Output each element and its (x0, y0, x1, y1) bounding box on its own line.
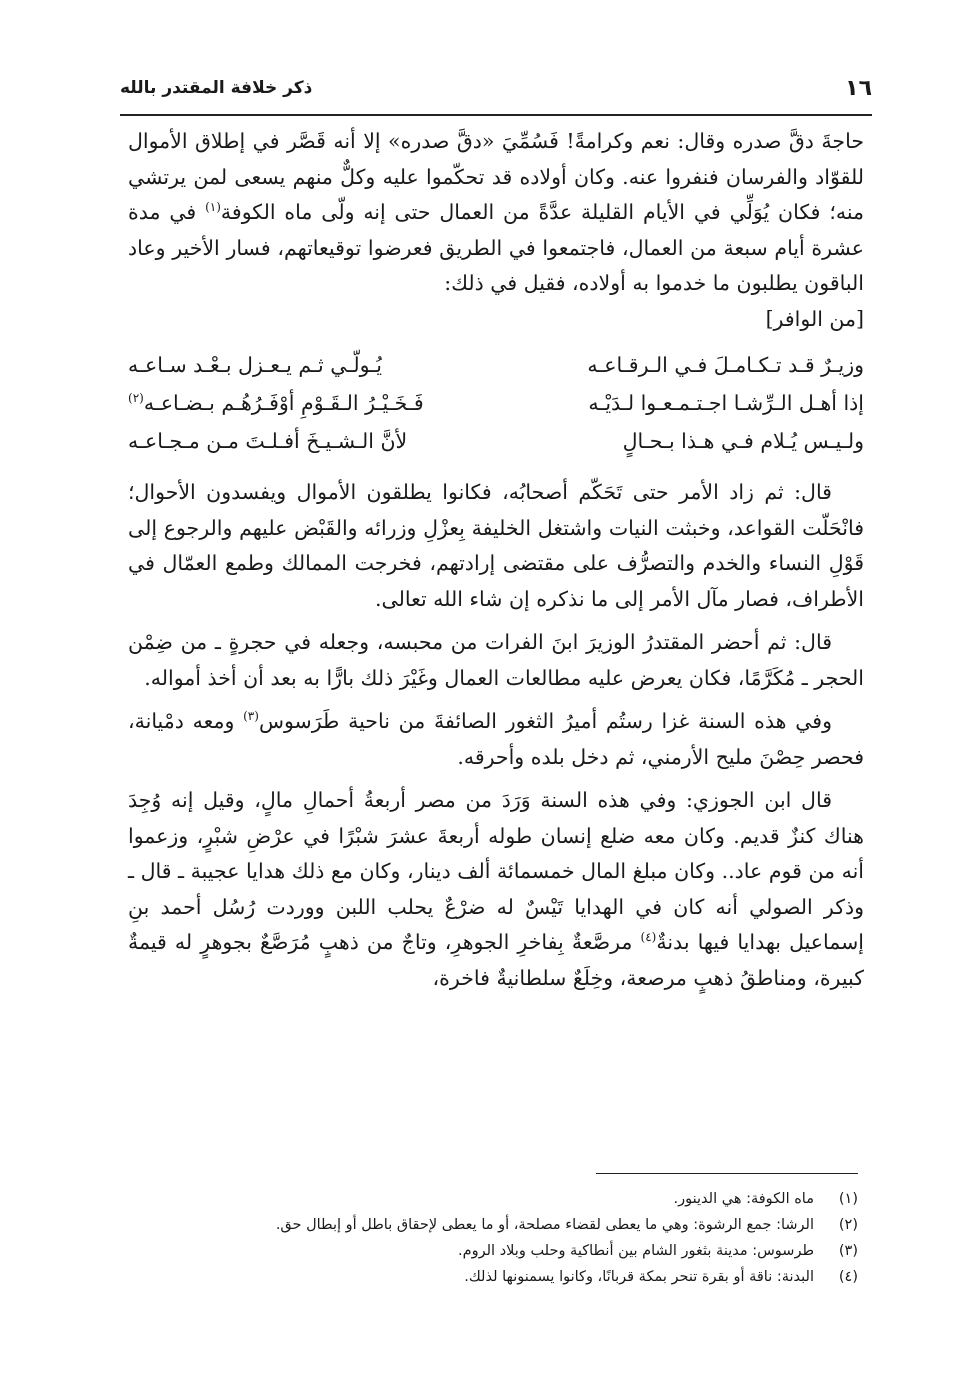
footnote (120, 1264, 858, 1290)
running-header (120, 74, 872, 116)
footnote (120, 1186, 858, 1212)
paragraph-1 (128, 124, 864, 302)
first-hemistich: وزيـرٌ قـد تـكـامـلَ فـي الـرقـاعـه (587, 353, 864, 378)
footnote-mark-4: (٤) (640, 930, 657, 945)
second-hemistich: يُـولّـي ثـم يـعـزل بـعْـد سـاعـه (128, 353, 382, 378)
first-hemistich: ولـيـس يُـلام فـي هـذا بـحـالٍ (622, 429, 864, 454)
text-line: حاجةَ دقَّ صدره وقال: نعم وكرامةً! فَسُمِّيَ «دقَّ صدره» إلا أنه قَصَّر في إطلاق (195, 129, 864, 153)
meter-label: [من الوافر] (765, 306, 864, 331)
poem (128, 347, 864, 461)
first-hemistich: إذا أهـل الـرِّشـا اجـتـمـعـوا لـدَيْـه (588, 391, 864, 416)
footnote-mark-3: (٣) (243, 709, 259, 724)
paragraph-2: قال: ثم زاد الأمر حتى تَحَكّم أصحابُه، فكانوا يطلقون الأموال ويفسدون الأحوال؛ فانْحَلّت القواعد، وخبثت النيات واشتغل الخليفة بِعزْلِ وزرائه والقَبْض عليهم والرجوع إلى قَوْلِ النساء والخدم والتصرُّف على مقتضى إرادتهم، فخرجت الممالك وطمع العمّال في الأطراف، فصار مآل الأمر إلى ما نذكره إن شاء الله تعالى. (128, 480, 864, 611)
footnote-mark-1: (١) (205, 200, 221, 215)
second-hemistich: لأنَّ الـشـيـخَ أفـلـتَ مـن مـجـاعـه (128, 429, 408, 454)
paragraph-5-text-b: مرصَّعةٌ بِفاخرِ الجوهرِ، وتاجٌ من ذهبٍ مُرَصَّعٌ بجوهرٍ له قيمةٌ كبيرة، ومناطقُ ذهبٍ مرصعة، وخِلَعٌ سلطانيةٌ فاخرة، (128, 930, 864, 990)
poem-verse (128, 385, 864, 423)
footnote-number: (٤) (838, 1269, 858, 1285)
text-line-start: الكوفة (220, 200, 276, 224)
poem-verse (128, 423, 864, 461)
footnote-separator (596, 1173, 858, 1174)
paragraph-4 (128, 704, 864, 775)
footnote-text: ماه الكوفة: هي الدينور. (673, 1191, 814, 1207)
paragraph-4-text-a: وفي هذه السنة غزا رستُم أميرُ الثغور الصائفةَ من ناحية طَرَسوس (258, 709, 832, 733)
text-line: لمن يرتشي منه؛ فكان يُوَلِّي في الأيام القليلة عدَّةً من العمال حتى إنه ولّى ماه (128, 164, 864, 224)
second-hemistich (128, 386, 448, 422)
footnote (120, 1212, 858, 1238)
running-title: ذكر خلافة المقتدر بالله (120, 78, 313, 98)
footnotes (120, 1186, 858, 1290)
paragraph-5-text-a: قال ابن الجوزي: وفي هذه السنة وَرَدَ من مصر أربعةُ أحمالِ مالٍ، وقيل إنه وُجِدَ هناك كنزٌ قديم. وكان معه ضلع إنسان طوله أربعةَ عشرَ شبْرًا في عرْضِ شبْرٍ، وزعموا أنه من قوم عاد.. وكان مبلغ المال خمسمائة ألف دينار، وكان مع ذلك هدايا عجيبة ـ قال ـ وذكر الصولي أنه كان في الهدايا تَيْسٌ له ضرْعٌ يحلب اللبن ووردت رُسُل أحمد بنِ إسماعيل بهدايا فيها بدنةٌ (128, 788, 864, 954)
main-text (128, 124, 864, 996)
footnote-number: (١) (838, 1191, 858, 1207)
paragraph-3: قال: ثم أحضر المقتدرُ الوزيرَ ابنَ الفرات من محبسه، وجعله في حجرةٍ ـ من ضِمْن الحجر ـ مُكَرَّمًا، فكان يعرض عليه مطالعات العمال وغَيْرَ ذلك بارًّا به بعد أن أخذ أمواله. (128, 630, 864, 690)
paragraph-5 (128, 783, 864, 996)
paragraph-4-text-b: ومعه دمْيانة، فحصر حِصْنَ مليح الأرمني، ثم دخل بلده وأحرقه. (128, 709, 864, 769)
footnote-number: (٢) (838, 1217, 858, 1233)
footnote-number: (٣) (838, 1243, 858, 1259)
poem-verse (128, 347, 864, 385)
text-line: في مدة عشرة أيام سبعة من العمال، فاجتمعوا في الطريق فعرضوا (128, 200, 864, 260)
footnote-text: الرشا: جمع الرشوة: وهي ما يعطى لقضاء مصلحة، أو ما يعطى لإحقاق باطل أو إبطال حق. (275, 1217, 814, 1233)
second-hemistich-text: فَـخَـيْـرُ الـقَـوْمِ أوْفَـرُهُـم بـضـاعـه (143, 391, 424, 416)
footnote-mark-2: (٢) (128, 391, 144, 406)
page-number: ١٦ (845, 76, 872, 101)
text-line: توقيعاتهم، فسار الأخير وعاد الباقون يطلبون ما خدموا به أولاده، فقيل في ذلك: (128, 235, 864, 295)
footnote-text: طرسوس: مدينة بثغور الشام بين أنطاكية وحلب وبلاد الروم. (458, 1243, 814, 1259)
footnote-text: البدنة: ناقة أو بقرة تنحر بمكة قربانًا، وكانوا يسمنونها لذلك. (464, 1269, 814, 1285)
footnote (120, 1238, 858, 1264)
text-line: الأموال للقوّاد والفرسان فنفروا عنه. وكان أولاده قد تحكّموا عليه وكلٌّ منهم يسعى (128, 129, 864, 189)
